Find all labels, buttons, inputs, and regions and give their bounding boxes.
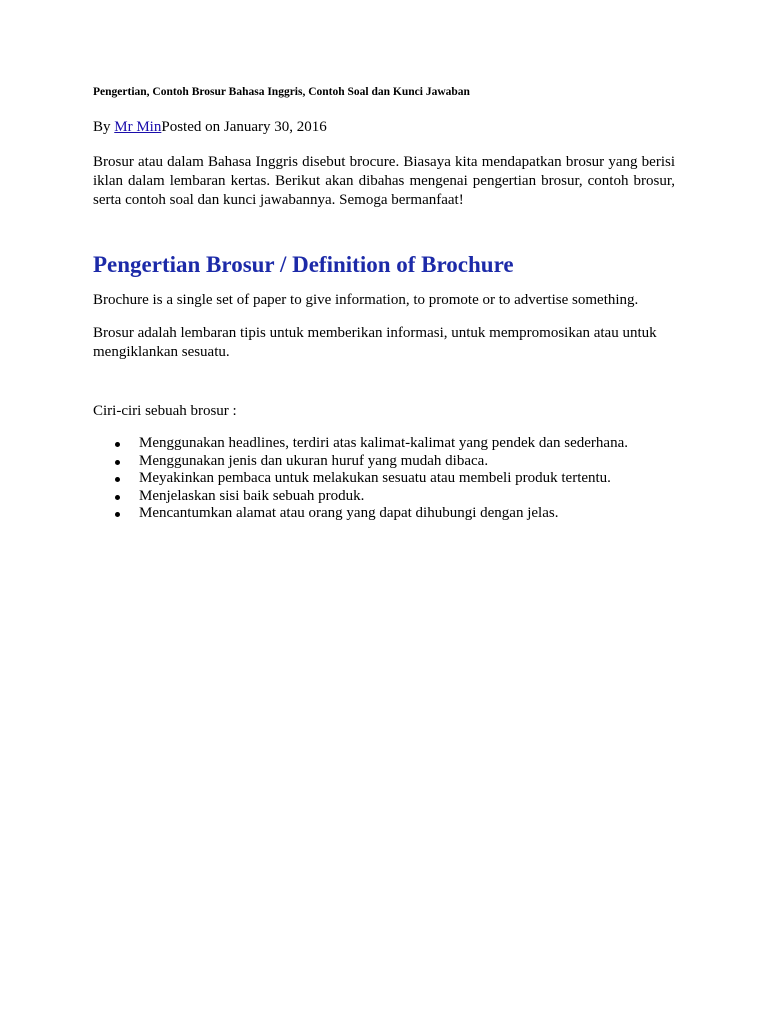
intro-paragraph: Brosur atau dalam Bahasa Inggris disebut brocure. Biasaya kita mendapatkan brosur yang berisi iklan dalam lembaran kertas. Berikut akan dibahas mengenai pengertian brosur, contoh brosur, serta contoh soal dan kunci jawabannya. Semoga bermanfaat! xyxy=(93,154,675,208)
list-item-text: Mencantumkan alamat atau orang yang dapat dihubungi dengan jelas. xyxy=(139,505,559,521)
list-item xyxy=(93,435,675,453)
list-item-text: Meyakinkan pembaca untuk melakukan sesuatu atau membeli produk tertentu. xyxy=(139,470,611,486)
author-link[interactable]: Mr Min xyxy=(114,119,162,135)
ciri-ciri-label: Ciri-ciri sebuah brosur : xyxy=(93,403,237,419)
definition-indonesian: Brosur adalah lembaran tipis untuk memberikan informasi, untuk mempromosikan atau untuk mengiklankan sesuatu. xyxy=(93,325,657,360)
section-heading: Pengertian Brosur / Definition of Brochure xyxy=(93,252,514,277)
list-item xyxy=(93,488,675,506)
bullet-icon xyxy=(115,512,120,517)
bullet-icon xyxy=(115,477,120,482)
list-item-text: Menggunakan headlines, terdiri atas kalimat-kalimat yang pendek dan sederhana. xyxy=(139,435,628,451)
bullet-icon xyxy=(115,460,120,465)
list-item xyxy=(93,470,675,488)
definition-english: Brochure is a single set of paper to give information, to promote or to advertise something. xyxy=(93,292,639,308)
document-page xyxy=(93,84,675,523)
list-item xyxy=(93,505,675,523)
byline-prefix: By xyxy=(93,119,115,135)
list-item xyxy=(93,453,675,471)
document-title: Pengertian, Contoh Brosur Bahasa Inggris, Contoh Soal dan Kunci Jawaban xyxy=(93,86,470,98)
ciri-ciri-list xyxy=(93,435,675,523)
bullet-icon xyxy=(115,495,120,500)
posted-date: Posted on January 30, 2016 xyxy=(161,119,327,135)
bullet-icon xyxy=(115,442,120,447)
byline xyxy=(93,117,675,137)
list-item-text: Menggunakan jenis dan ukuran huruf yang mudah dibaca. xyxy=(139,452,489,469)
list-item-text: Menjelaskan sisi baik sebuah produk. xyxy=(139,487,365,504)
